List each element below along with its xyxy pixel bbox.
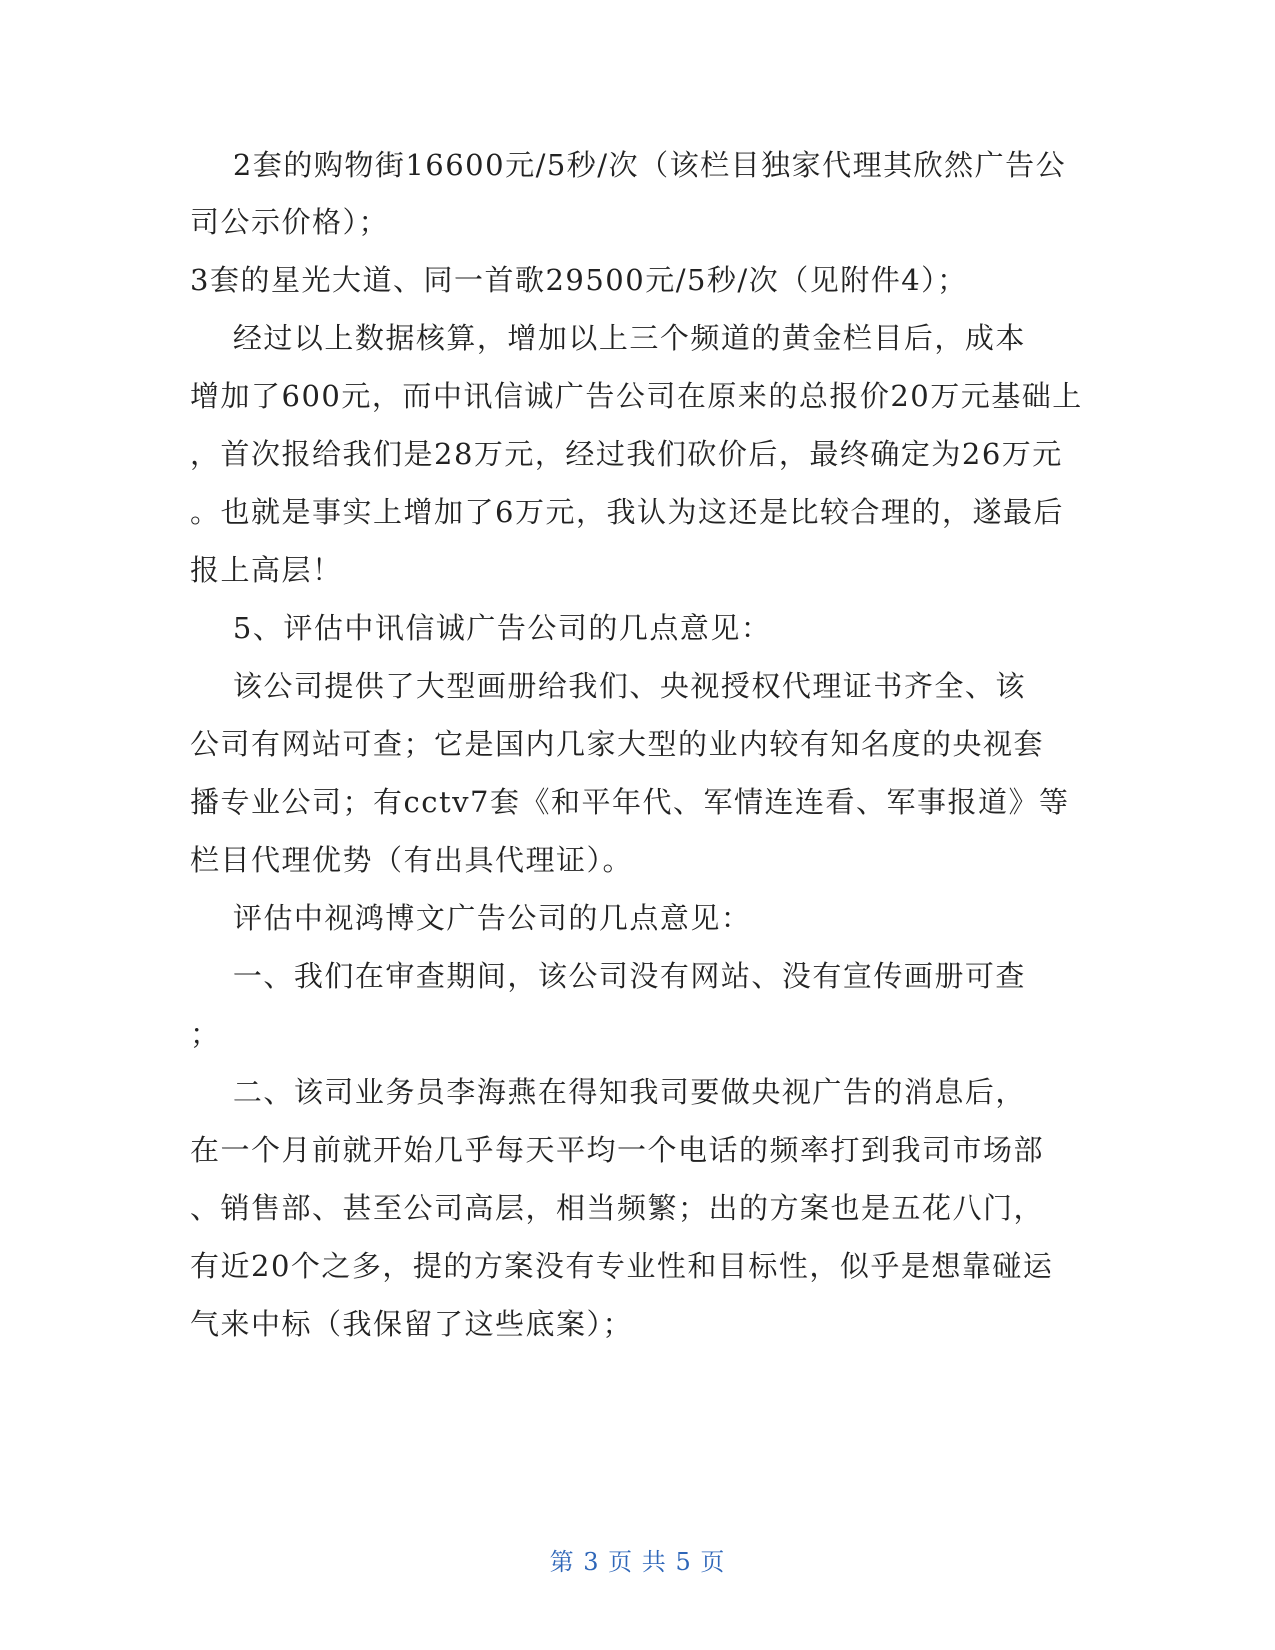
- text-line: 。也就是事实上增加了6万元，我认为这还是比较合理的，遂最后: [190, 495, 1064, 529]
- text-line: 5、评估中讯信诚广告公司的几点意见：: [190, 611, 772, 645]
- text-line: 3套的星光大道、同一首歌29500元/5秒/次（见附件4）；: [190, 263, 968, 297]
- text-line: 播专业公司；有cctv7套《和平年代、军情连连看、军事报道》等: [190, 785, 1070, 819]
- page-number-footer: 第 3 页 共 5 页: [549, 1548, 726, 1576]
- text-line: 有近20个之多，提的方案没有专业性和目标性，似乎是想靠碰运: [190, 1249, 1054, 1283]
- text-line: 2套的购物街16600元/5秒/次（该栏目独家代理其欣然广告公: [190, 148, 1067, 182]
- text-line: 该公司提供了大型画册给我们、央视授权代理证书齐全、该: [190, 669, 1026, 703]
- text-line: 报上高层！: [190, 553, 343, 587]
- text-line: 增加了600元，而中讯信诚广告公司在原来的总报价20万元基础上: [190, 379, 1083, 413]
- text-line: 评估中视鸿博文广告公司的几点意见：: [190, 901, 752, 935]
- text-line: 经过以上数据核算，增加以上三个频道的黄金栏目后，成本: [190, 321, 1026, 355]
- text-line: 司公示价格）；: [190, 205, 390, 239]
- text-line: ，首次报给我们是28万元，经过我们砍价后，最终确定为26万元: [190, 437, 1063, 471]
- text-line: ；: [190, 1017, 221, 1051]
- text-line: 二、该司业务员李海燕在得知我司要做央视广告的消息后，: [190, 1075, 1026, 1109]
- text-line: 、销售部、甚至公司高层，相当频繁；出的方案也是五花八门，: [190, 1191, 1045, 1225]
- text-line: 在一个月前就开始几乎每天平均一个电话的频率打到我司市场部: [190, 1133, 1045, 1167]
- text-line: 栏目代理优势（有出具代理证）。: [190, 843, 634, 877]
- text-line: 公司有网站可查；它是国内几家大型的业内较有知名度的央视套: [190, 727, 1045, 761]
- text-line: 一、我们在审查期间，该公司没有网站、没有宣传画册可查: [190, 959, 1026, 993]
- text-line: 气来中标（我保留了这些底案）；: [190, 1307, 634, 1341]
